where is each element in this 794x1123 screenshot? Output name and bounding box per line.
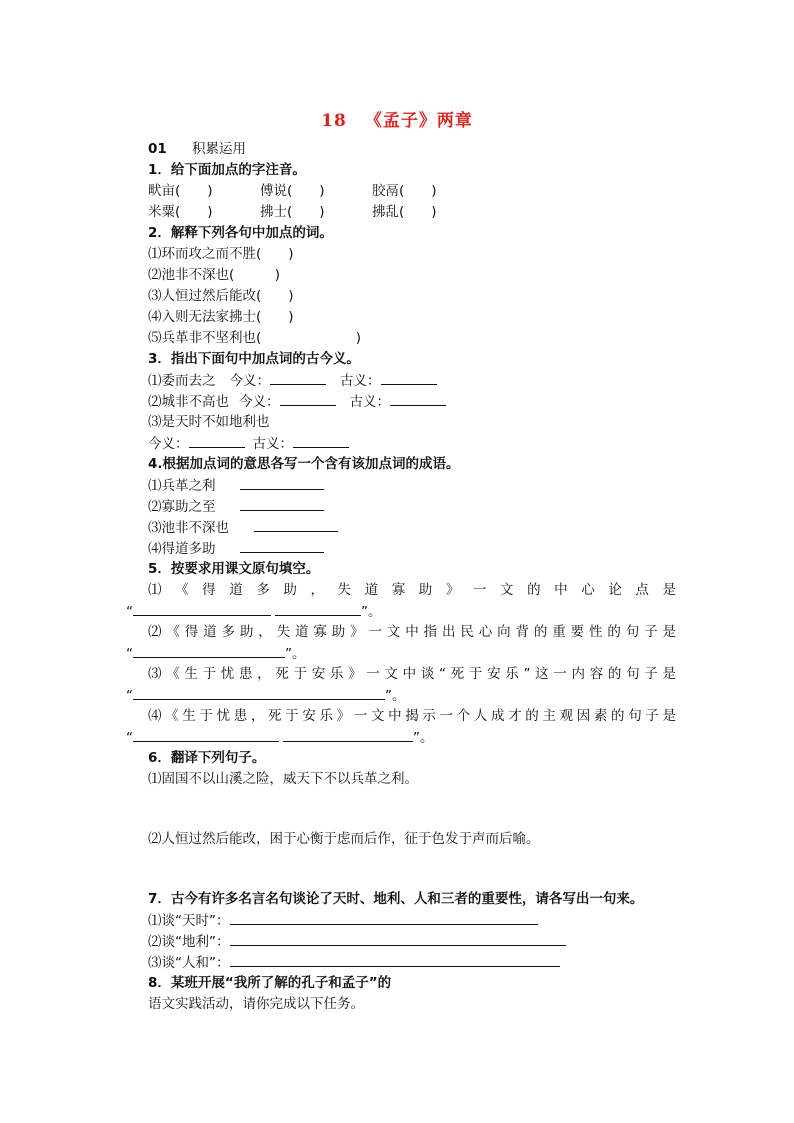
q7-item-text: ⑴谈“天时”： — [148, 913, 230, 929]
gu-label: 古义： — [252, 436, 293, 452]
q2-item: ⑶人恒过然后能改( ) — [148, 288, 294, 304]
q8-stem: 8．某班开展“我所了解的孔子和孟子”的 — [148, 975, 392, 991]
section-heading — [148, 140, 246, 158]
q3-item2 — [148, 392, 446, 411]
answer-blank[interactable] — [240, 539, 324, 553]
q1-row1 — [148, 182, 437, 200]
answer-blank[interactable] — [270, 371, 326, 385]
q1-item: 拂乱( ) — [372, 204, 437, 220]
close-quote: ”。 — [385, 688, 406, 704]
q5-item4-answer — [126, 728, 434, 747]
q2-item: ⑵池非不深也( ) — [148, 267, 281, 283]
q4-item-text: ⑵寡助之至 — [148, 499, 216, 515]
answer-blank[interactable] — [189, 434, 245, 448]
q5-item1-answer — [126, 602, 382, 621]
section-number: 01 — [148, 141, 167, 157]
q2-item: ⑷入则无法家拂士( ) — [148, 309, 294, 325]
open-quote: “ — [126, 646, 133, 662]
q7-item — [148, 911, 538, 930]
answer-blank[interactable] — [254, 518, 338, 532]
answer-blank[interactable] — [293, 434, 349, 448]
q3-item1 — [148, 371, 437, 390]
answer-blank[interactable] — [230, 911, 538, 925]
page-title — [0, 106, 794, 131]
answer-blank[interactable] — [133, 644, 285, 658]
q5-item2 — [148, 623, 676, 641]
q7-item — [148, 932, 566, 951]
q5-item-text: ⑴《得道多助，失道寡助》一文的中心论点是 — [148, 582, 676, 598]
q4-item — [148, 518, 338, 537]
q4-item — [148, 497, 324, 516]
q1-row2 — [148, 203, 437, 221]
q5-item4 — [148, 707, 676, 725]
q1-item: 畎亩( ) — [148, 183, 213, 199]
q1-item: 傅说( ) — [260, 183, 325, 199]
open-quote: “ — [126, 730, 133, 746]
gu-label: 古义： — [349, 394, 390, 410]
close-quote: ”。 — [361, 604, 382, 620]
lesson-title: 《孟子》两章 — [364, 111, 473, 131]
close-quote: ”。 — [413, 730, 434, 746]
q5-item-text: ⑵《得道多助，失道寡助》一文中指出民心向背的重要性的句子是 — [148, 624, 676, 640]
q2-stem: 2．解释下列各句中加点的词。 — [148, 225, 333, 241]
close-quote: ”。 — [285, 646, 306, 662]
q1-item: 胶鬲( ) — [372, 183, 437, 199]
q5-item-text: ⑶《生于忧患，死于安乐》一文中谈“死于安乐”这一内容的句子是 — [148, 666, 676, 682]
jin-label: 今义： — [229, 373, 270, 389]
lesson-number: 18 — [321, 111, 347, 131]
answer-blank[interactable] — [240, 476, 324, 490]
section-label: 积累运用 — [192, 141, 246, 157]
q4-item-text: ⑶池非不深也 — [148, 520, 229, 536]
q3-stem: 3．指出下面句中加点词的古今义。 — [148, 351, 360, 367]
q7-item — [148, 953, 560, 972]
q1-item: 拂士( ) — [260, 204, 325, 220]
answer-blank[interactable] — [275, 602, 361, 616]
q2-item: ⑴环而攻之而不胜( ) — [148, 246, 294, 262]
answer-blank[interactable] — [280, 392, 336, 406]
answer-blank[interactable] — [230, 953, 560, 967]
answer-blank[interactable] — [133, 728, 279, 742]
answer-blank[interactable] — [240, 497, 324, 511]
q3-item-text: ⑵城非不高也 — [148, 394, 229, 410]
q2-item: ⑸兵革非不坚利也( ) — [148, 330, 362, 346]
q6-item: ⑵人恒过然后能改，困于心衡于虑而后作，征于色发于声而后喻。 — [148, 831, 540, 847]
q8-stem-cont: 语文实践活动，请你完成以下任务。 — [148, 996, 364, 1012]
q5-item1 — [148, 581, 676, 599]
q5-item3-answer — [126, 686, 406, 705]
answer-blank[interactable] — [390, 392, 446, 406]
q5-stem: 5．按要求用课文原句填空。 — [148, 561, 320, 577]
answer-blank[interactable] — [230, 932, 566, 946]
q1-item: 米粟( ) — [148, 204, 213, 220]
q6-stem: 6．翻译下列句子。 — [148, 750, 266, 766]
answer-blank[interactable] — [133, 602, 271, 616]
open-quote: “ — [126, 604, 133, 620]
answer-blank[interactable] — [283, 728, 413, 742]
answer-blank[interactable] — [381, 371, 437, 385]
jin-label: 今义： — [239, 394, 280, 410]
q1-stem: 1．给下面加点的字注音。 — [148, 162, 306, 178]
q7-item-text: ⑵谈“地利”： — [148, 934, 230, 950]
answer-blank[interactable] — [133, 686, 385, 700]
jin-label: 今义： — [148, 436, 189, 452]
q4-item-text: ⑴兵革之利 — [148, 478, 216, 494]
q4-item — [148, 476, 324, 495]
q7-item-text: ⑶谈“人和”： — [148, 955, 230, 971]
q5-item2-answer — [126, 644, 306, 663]
q7-stem: 7．古今有许多名言名句谈论了天时、地利、人和三者的重要性，请各写出一句来。 — [148, 891, 644, 907]
gu-label: 古义： — [340, 373, 381, 389]
q3-item3: ⑶是天时不如地利也 — [148, 414, 270, 430]
q4-stem: 4.根据加点词的意思各写一个含有该加点词的成语。 — [148, 456, 460, 472]
q3-item-text: ⑴委而去之 — [148, 373, 216, 389]
q5-item-text: ⑷《生于忧患，死于安乐》一文中揭示一个人成才的主观因素的句子是 — [148, 708, 676, 724]
open-quote: “ — [126, 688, 133, 704]
q6-item: ⑴固国不以山溪之险，威天下不以兵革之利。 — [148, 771, 418, 787]
q4-item — [148, 539, 324, 558]
q4-item-text: ⑷得道多助 — [148, 541, 216, 557]
q5-item3 — [148, 665, 676, 683]
q3-item3-answers — [148, 434, 349, 453]
